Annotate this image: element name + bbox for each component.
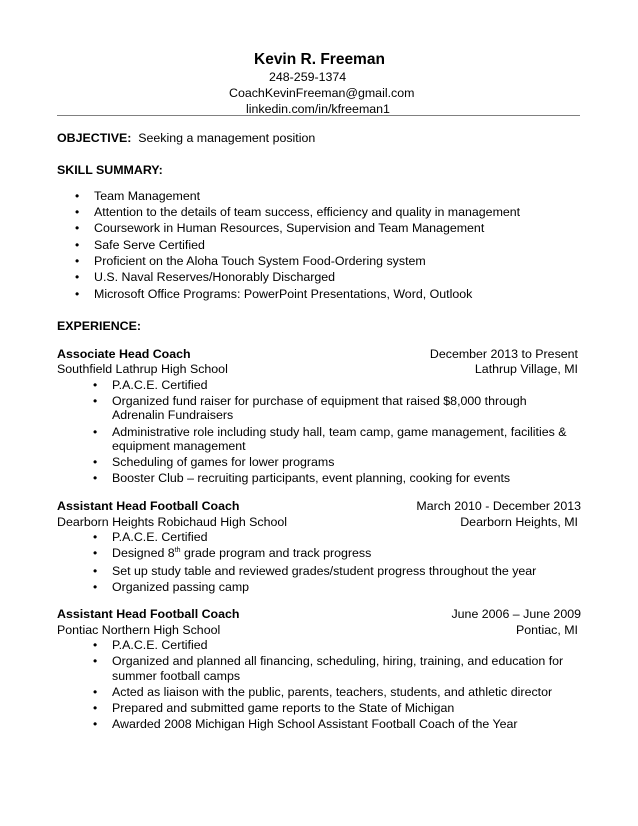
bullet-icon: •	[93, 564, 98, 578]
ordinal-suffix: th	[174, 546, 181, 554]
bullet-icon: •	[75, 238, 80, 252]
email-address: CoachKevinFreeman@gmail.com	[229, 86, 415, 100]
job-bullet: Organized fund raiser for purchase of equipment that raised $8,000 through	[112, 394, 527, 408]
bullet-icon: •	[93, 580, 98, 594]
objective-label: OBJECTIVE:	[57, 131, 132, 145]
bullet-icon: •	[93, 471, 98, 485]
bullet-icon: •	[75, 189, 80, 203]
bullet-icon: •	[93, 654, 98, 668]
job-organization: Southfield Lathrup High School	[57, 362, 228, 376]
job-bullet: Organized passing camp	[112, 580, 250, 594]
job-bullet-continued: Adrenalin Fundraisers	[112, 408, 234, 422]
job-bullet-text: Designed 8	[112, 546, 175, 560]
bullet-icon: •	[93, 546, 98, 560]
bullet-icon: •	[75, 205, 80, 219]
job-title: Assistant Head Football Coach	[57, 607, 240, 621]
job-bullet-text: grade program and track progress	[183, 546, 372, 560]
skill-item: Microsoft Office Programs: PowerPoint Presentations, Word, Outlook	[94, 287, 473, 301]
skill-item: Proficient on the Aloha Touch System Food-Ordering system	[94, 254, 426, 268]
job-dates: June 2006 – June 2009	[451, 607, 581, 621]
job-dates: December 2013 to Present	[429, 347, 578, 361]
job-bullet: Organized and planned all financing, scheduling, hiring, training, and education for	[112, 654, 564, 668]
job-bullet	[112, 545, 371, 561]
bullet-icon: •	[75, 221, 80, 235]
bullet-icon: •	[93, 685, 98, 699]
bullet-icon: •	[93, 701, 98, 715]
job-organization: Pontiac Northern High School	[57, 623, 221, 637]
job-bullet: Booster Club – recruiting participants, event planning, cooking for events	[112, 471, 511, 485]
skill-item: U.S. Naval Reserves/Honorably Discharged	[94, 270, 336, 284]
bullet-icon: •	[75, 287, 80, 301]
job-bullet: P.A.C.E. Certified	[112, 530, 208, 544]
job-location: Lathrup Village, MI	[474, 362, 578, 376]
bullet-icon: •	[93, 455, 98, 469]
bullet-icon: •	[93, 425, 98, 439]
experience-heading: EXPERIENCE:	[57, 319, 141, 333]
skill-item: Safe Serve Certified	[94, 238, 205, 252]
job-location: Dearborn Heights, MI	[460, 515, 578, 529]
job-title: Associate Head Coach	[57, 347, 191, 361]
job-dates: March 2010 - December 2013	[416, 499, 581, 513]
job-bullet: P.A.C.E. Certified	[112, 638, 208, 652]
job-location: Pontiac, MI	[516, 623, 578, 637]
objective-section	[57, 130, 315, 146]
phone-number: 248-259-1374	[269, 70, 347, 84]
job-bullet: Scheduling of games for lower programs	[112, 455, 335, 469]
bullet-icon: •	[93, 530, 98, 544]
job-bullet-continued: summer football camps	[112, 669, 241, 683]
job-bullet: Acted as liaison with the public, parents, teachers, students, and athletic director	[112, 685, 553, 699]
skill-item: Attention to the details of team success, efficiency and quality in management	[94, 205, 521, 219]
job-bullet: Administrative role including study hall, team camp, game management, facilities &	[112, 425, 567, 439]
skill-item: Coursework in Human Resources, Supervision and Team Management	[94, 221, 485, 235]
job-organization: Dearborn Heights Robichaud High School	[57, 515, 288, 529]
bullet-icon: •	[93, 394, 98, 408]
bullet-icon: •	[75, 270, 80, 284]
bullet-icon: •	[93, 378, 98, 392]
job-bullet-continued: equipment management	[112, 439, 246, 453]
job-bullet: Awarded 2008 Michigan High School Assistant Football Coach of the Year	[112, 717, 518, 731]
skill-item: Team Management	[94, 189, 201, 203]
job-bullet: P.A.C.E. Certified	[112, 378, 208, 392]
job-title: Assistant Head Football Coach	[57, 499, 240, 513]
bullet-icon: •	[75, 254, 80, 268]
objective-text: Seeking a management position	[138, 131, 316, 145]
header-divider	[57, 115, 580, 116]
bullet-icon: •	[93, 717, 98, 731]
skills-heading: SKILL SUMMARY:	[57, 163, 163, 177]
bullet-icon: •	[93, 638, 98, 652]
candidate-name: Kevin R. Freeman	[254, 51, 385, 68]
job-bullet: Prepared and submitted game reports to the State of Michigan	[112, 701, 455, 715]
job-bullet: Set up study table and reviewed grades/student progress throughout the year	[112, 564, 537, 578]
linkedin-url: linkedin.com/in/kfreeman1	[246, 102, 390, 116]
